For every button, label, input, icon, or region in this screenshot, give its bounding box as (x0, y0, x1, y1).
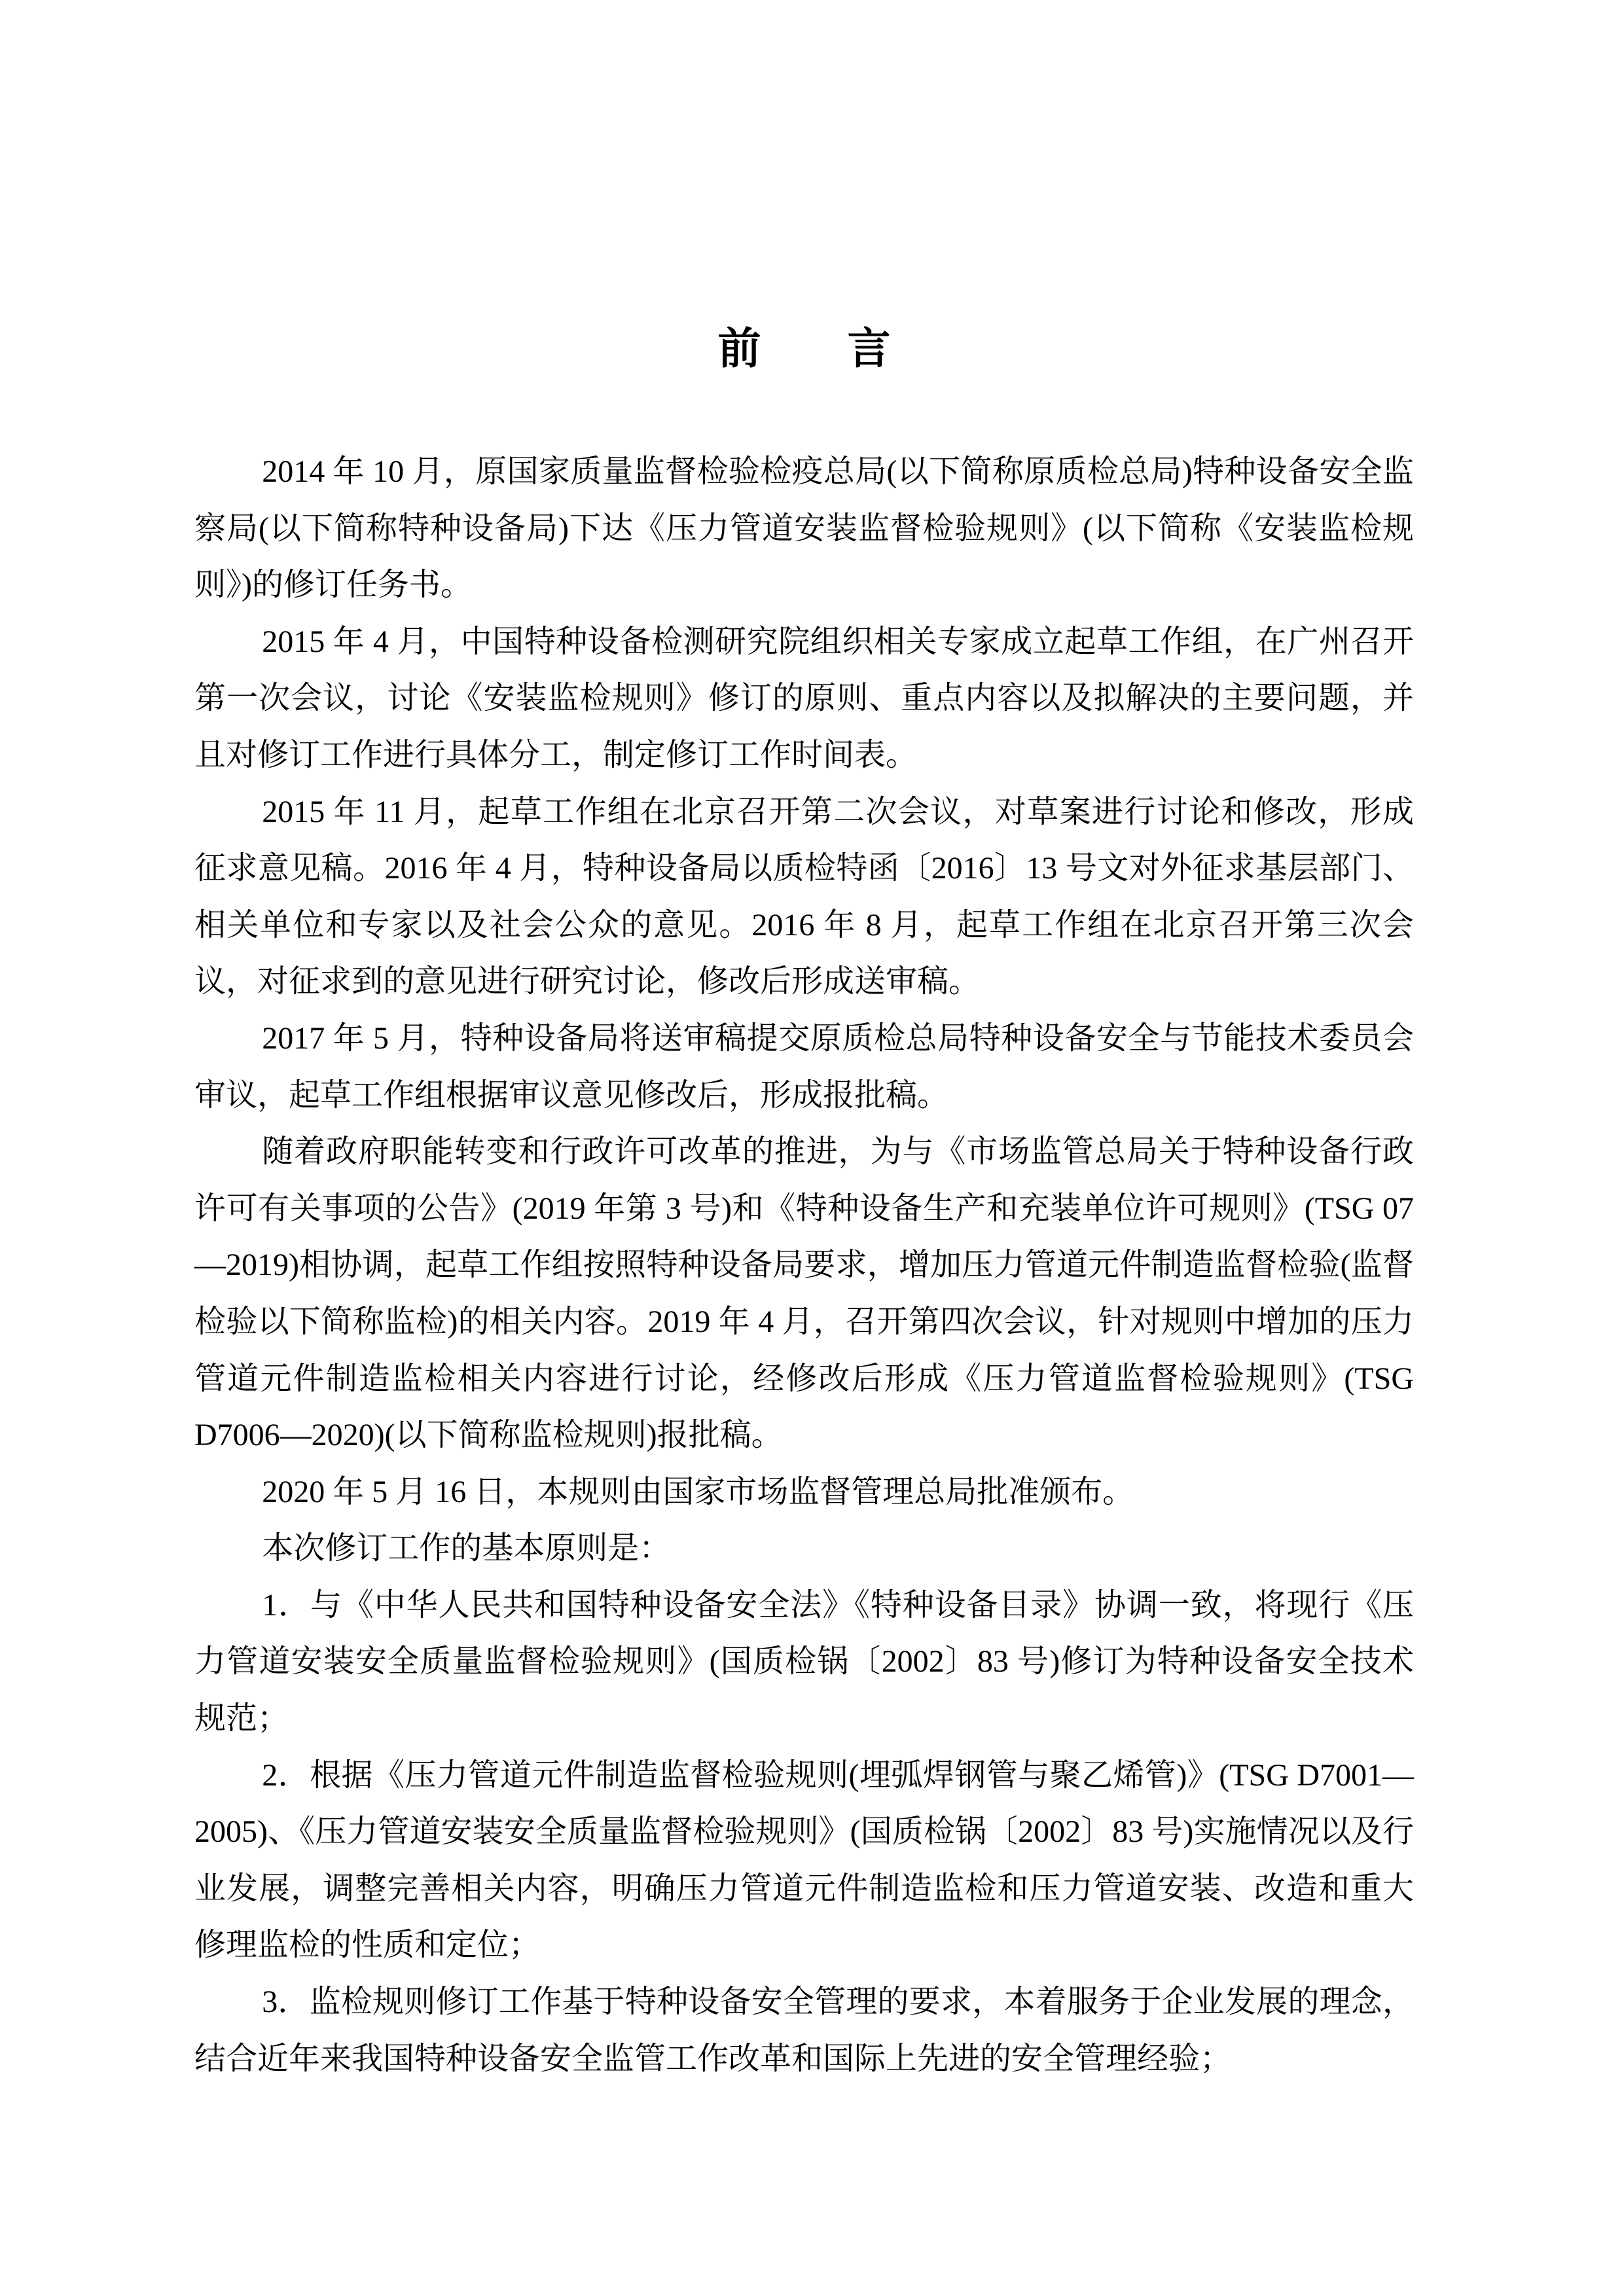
paragraph: 2015 年 4 月，中国特种设备检测研究院组织相关专家成立起草工作组，在广州召开第一次会议，讨论《安装监检规则》修订的原则、重点内容以及拟解决的主要问题，并且对修订工作进行具体分工，制定修订工作时间表。 (194, 624, 1414, 772)
paragraph: 2014 年 10 月，原国家质量监督检验检疫总局(以下简称原质检总局)特种设备安全监察局(以下简称特种设备局)下达《压力管道安装监督检验规则》(以下简称《安装监检规则》)的修订任务书。 (194, 454, 1414, 603)
paragraph: 2015 年 11 月，起草工作组在北京召开第二次会议，对草案进行讨论和修改，形成征求意见稿。2016 年 4 月，特种设备局以质检特函〔2016〕13 号文对外征求基层部门、相关单位和专家以及社会公众的意见。2016 年 8 月，起草工作组在北京召开第三次会议，对征求到的意见进行研究讨论，修改后形成送审稿。 (194, 794, 1414, 999)
paragraph: 2017 年 5 月，特种设备局将送审稿提交原质检总局特种设备安全与节能技术委员会审议，起草工作组根据审议意见修改后，形成报批稿。 (194, 1020, 1414, 1113)
document-body (194, 444, 1414, 2087)
paragraph: 2020 年 5 月 16 日，本规则由国家市场监督管理总局批准颁布。 (262, 1474, 1134, 1509)
paragraph: 本次修订工作的基本原则是： (262, 1531, 671, 1566)
page-title: 前 言 (717, 323, 891, 374)
paragraph: 2．根据《压力管道元件制造监督检验规则(埋弧焊钢管与聚乙烯管)》(TSG D7001—2005)、《压力管道安装安全质量监督检验规则》(国质检锅〔2002〕83 号)实施情况以及行业发展，调整完善相关内容，明确压力管道元件制造监检和压力管道安装、改造和重大修理监检的性质和定位； (194, 1757, 1414, 1963)
paragraph: 随着政府职能转变和行政许可改革的推进，为与《市场监管总局关于特种设备行政许可有关事项的公告》(2019 年第 3 号)和《特种设备生产和充装单位许可规则》(TSG 07—2019)相协调，起草工作组按照特种设备局要求，增加压力管道元件制造监督检验(监督检验以下简称监检)的相关内容。2019 年 4 月，召开第四次会议，针对规则中增加的压力管道元件制造监检相关内容进行讨论，经修改后形成《压力管道监督检验规则》(TSG D7006—2020)(以下简称监检规则)报批稿。 (194, 1134, 1414, 1453)
paragraph: 3．监检规则修订工作基于特种设备安全管理的要求，本着服务于企业发展的理念，结合近年来我国特种设备安全监管工作改革和国际上先进的安全管理经验； (194, 1984, 1414, 2076)
paragraph: 1．与《中华人民共和国特种设备安全法》《特种设备目录》协调一致，将现行《压力管道安装安全质量监督检验规则》(国质检锅〔2002〕83 号)修订为特种设备安全技术规范； (194, 1587, 1414, 1736)
